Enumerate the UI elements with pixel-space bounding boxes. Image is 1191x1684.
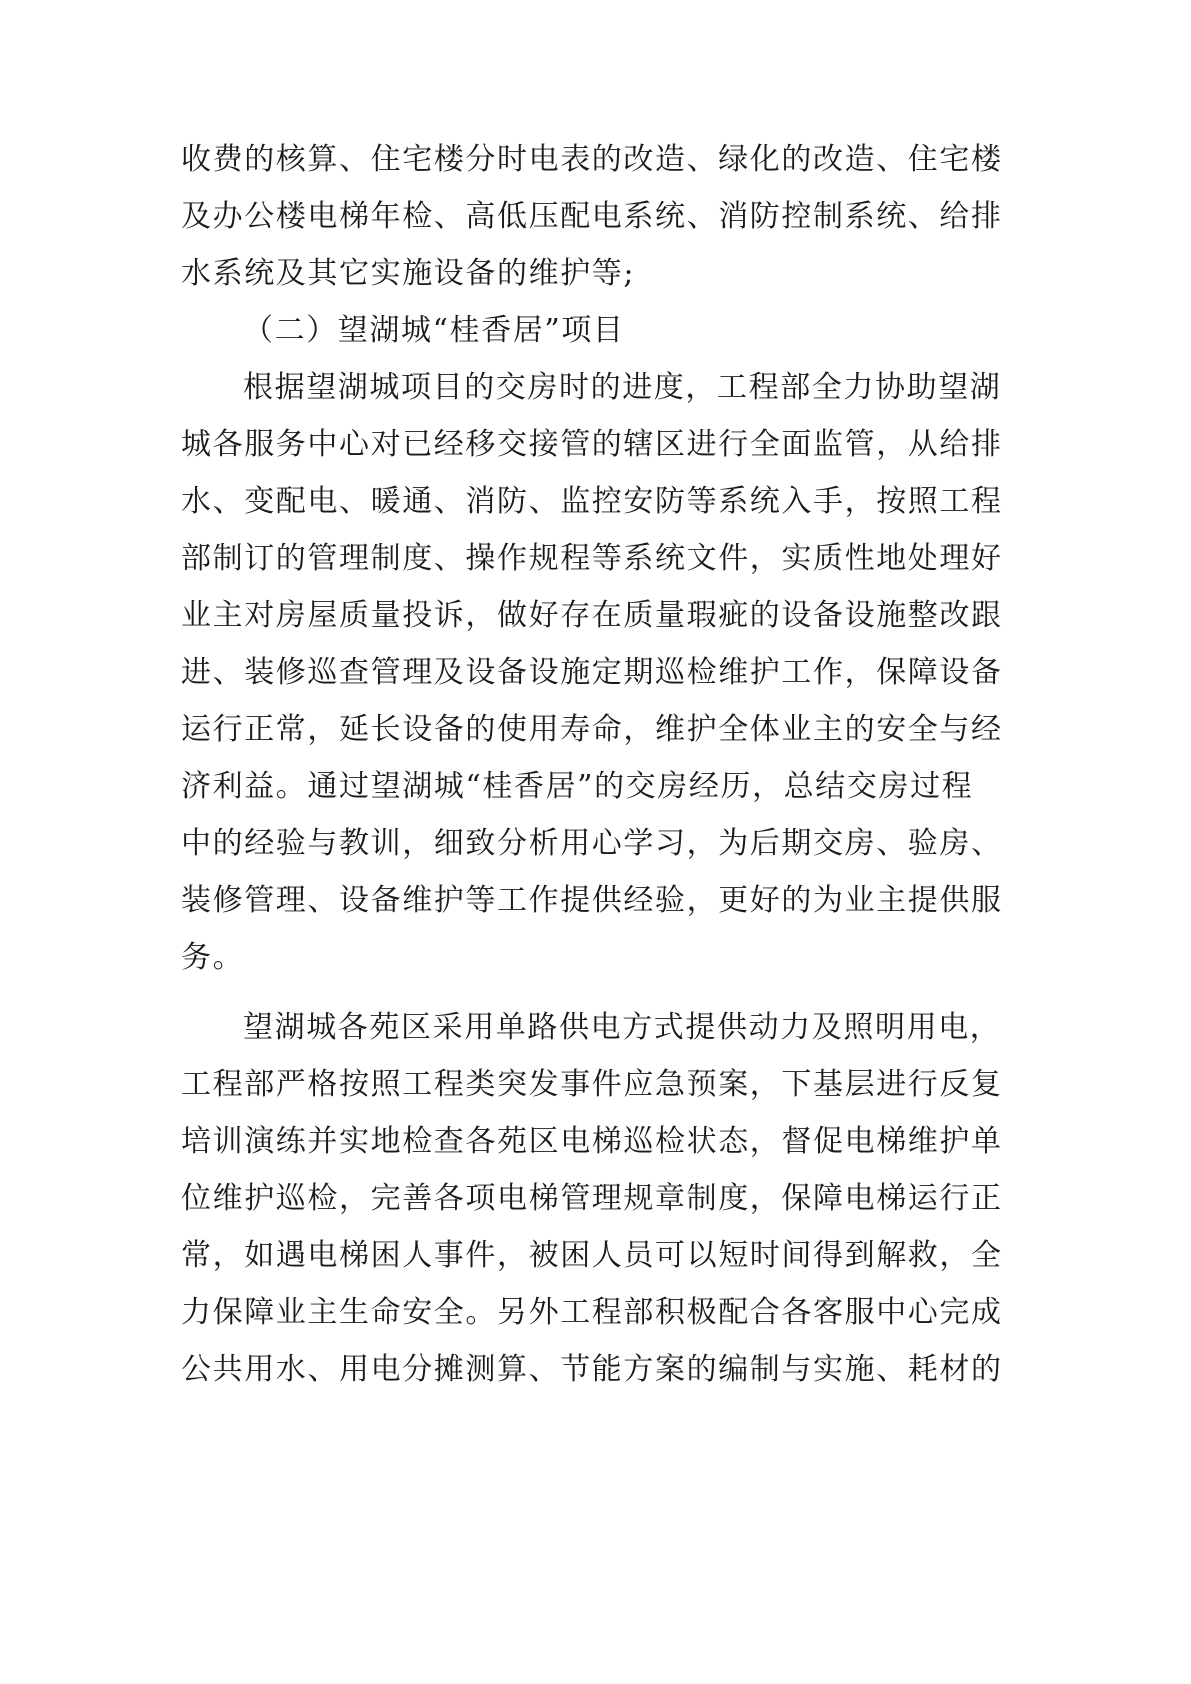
paragraph-line: 务。 <box>181 940 245 975</box>
paragraph-line: 根据望湖城项目的交房时的进度，工程部全力协助望湖 <box>243 370 1002 405</box>
paragraph-line: 业主对房屋质量投诉，做好存在质量瑕疵的设备设施整改跟 <box>181 598 1003 633</box>
paragraph-line: 望湖城各苑区采用单路供电方式提供动力及照明用电， <box>243 1010 1002 1045</box>
paragraph-line: 济利益。通过望湖城“桂香居”的交房经历，总结交房过程 <box>181 769 974 804</box>
section-heading: （二）望湖城“桂香居”项目 <box>243 313 625 348</box>
paragraph-line: 收费的核算、住宅楼分时电表的改造、绿化的改造、住宅楼 <box>181 142 1003 177</box>
paragraph-line: 水、变配电、暖通、消防、监控安防等系统入手，按照工程 <box>181 484 1003 519</box>
paragraph-line: 位维护巡检，完善各项电梯管理规章制度，保障电梯运行正 <box>181 1181 1003 1216</box>
paragraph-line: 及办公楼电梯年检、高低压配电系统、消防控制系统、给排 <box>181 199 1003 234</box>
paragraph-line: 进、装修巡查管理及设备设施定期巡检维护工作，保障设备 <box>181 655 1003 690</box>
paragraph-line: 运行正常，延长设备的使用寿命，维护全体业主的安全与经 <box>181 712 1003 747</box>
paragraph-line: 培训演练并实地检查各苑区电梯巡检状态，督促电梯维护单 <box>181 1124 1003 1159</box>
paragraph-line: 常，如遇电梯困人事件，被困人员可以短时间得到解救，全 <box>181 1238 1003 1273</box>
paragraph-line: 水系统及其它实施设备的维护等; <box>181 256 636 291</box>
paragraph-line: 力保障业主生命安全。另外工程部积极配合各客服中心完成 <box>181 1295 1003 1330</box>
paragraph-line: 中的经验与教训，细致分析用心学习，为后期交房、验房、 <box>181 826 1003 861</box>
paragraph-line: 装修管理、设备维护等工作提供经验，更好的为业主提供服 <box>181 883 1003 918</box>
paragraph-line: 工程部严格按照工程类突发事件应急预案，下基层进行反复 <box>181 1067 1003 1102</box>
paragraph-line: 部制订的管理制度、操作规程等系统文件，实质性地处理好 <box>181 541 1003 576</box>
paragraph-line: 公共用水、用电分摊测算、节能方案的编制与实施、耗材的 <box>181 1352 1003 1387</box>
paragraph-line: 城各服务中心对已经移交接管的辖区进行全面监管，从给排 <box>181 427 1003 462</box>
